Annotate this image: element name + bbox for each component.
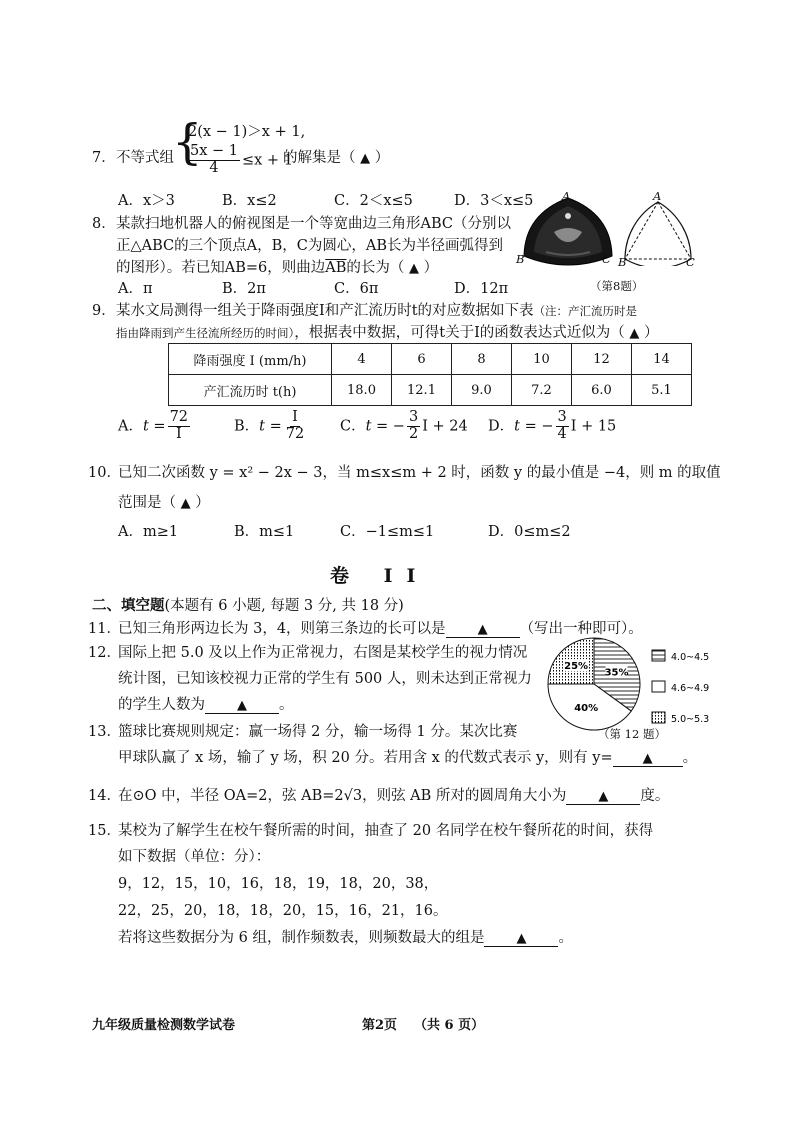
q8-number: 8． (92, 216, 116, 232)
table-cell: 6 (392, 344, 452, 375)
q7-option-b: B．x≤2 (222, 193, 277, 209)
q10-option-d: D．0≤m≤2 (488, 524, 571, 540)
q7-option-d: D．3＜x≤5 (454, 193, 534, 209)
q12-number: 12． (88, 645, 121, 661)
q9-line1: 某水文局测得一组关于降雨强度I和产汇流历时t的对应数据如下表（注：产汇流历时是 (116, 303, 638, 319)
q7-prefix: 不等式组 (116, 150, 174, 166)
q9-option-b: B．t = $\frac{I}{72}$ (234, 409, 305, 442)
q13-line1: 篮球比赛规则规定：赢一场得 2 分，输一场得 1 分。某次比赛 (118, 724, 518, 740)
q13-number: 13． (88, 724, 121, 740)
q8-caption: （第8题） (590, 279, 644, 293)
q7-option-a: A．x＞3 (118, 193, 175, 209)
q9-option-a: A．t = $\frac{72}{I}$ (118, 409, 189, 442)
q8-option-b: B．2π (222, 281, 266, 297)
q7-option-c: C．2＜x≤5 (334, 193, 413, 209)
vision-pie-chart (540, 634, 720, 734)
q9-option-c: C．t = − $\frac{3}{2}$ I + 24 (340, 409, 468, 442)
q10-option-b: B．m≤1 (234, 524, 295, 540)
q12-line3: 的学生人数为 ▲ 。 (118, 697, 294, 713)
table-cell: 5.1 (632, 375, 692, 406)
q15-line5: 若将这些数据分为 6 组，制作频数表，则频数最大的组是 ▲ 。 (118, 930, 573, 946)
q10-line2: 范围是（ ▲ ） (118, 495, 210, 511)
q13-line2: 甲球队赢了 x 场，输了 y 场，积 20 分。若用含 x 的代数式表示 y，则有 y= ▲ 。 (118, 750, 698, 766)
table-cell: 14 (632, 344, 692, 375)
table-cell: 4 (332, 344, 392, 375)
q8-line1: 某款扫地机器人的俯视图是一个等宽曲边三角形ABC（分别以 (116, 216, 511, 232)
footer-title: 九年级质量检测数学试卷 (92, 1018, 236, 1033)
q12-line2: 统计图，已知该校视力正常的学生有 500 人，则未达到正常视力 (118, 671, 532, 687)
table-cell: 7.2 (512, 375, 572, 406)
legend-label: 5.0~5.3 (671, 714, 710, 725)
q10-number: 10． (88, 465, 121, 481)
q8-photo-label-c: C (602, 252, 611, 266)
legend-swatch (652, 712, 665, 723)
q8-option-c: C．6π (334, 281, 379, 297)
legend-label: 4.0~4.5 (671, 652, 710, 663)
pie-slice-label: 35% (604, 667, 629, 679)
legend-label: 4.6~4.9 (671, 683, 710, 694)
q9-option-d: D．t = − $\frac{3}{4}$ I + 15 (488, 409, 617, 442)
footer-page: 第2页 (362, 1018, 398, 1033)
q8-photo-label-a: A (562, 189, 571, 203)
q10-line1: 已知二次函数 y = x² − 2x − 3，当 m≤x≤m + 2 时，函数 y 的最小值是 −4，则 m 的取值 (118, 465, 721, 481)
q15-line1: 某校为了解学生在校午餐所需的时间，抽查了 20 名同学在校午餐所花的时间，获得 (118, 823, 654, 839)
q15-line2: 如下数据（单位：分）： (118, 849, 271, 865)
q12-caption: （第 12 题） (598, 727, 666, 741)
q9-number: 9． (92, 303, 116, 319)
q8-option-d: D．12π (454, 281, 509, 297)
pie-slice-label: 25% (564, 661, 589, 673)
table-cell: 18.0 (332, 375, 392, 406)
q7-brace: { (172, 114, 203, 170)
q14-text: 在⊙O 中，半径 OA=2，弦 AB=2√3，则弦 AB 所对的圆周角大小为 ▲ 度。 (118, 788, 670, 804)
q12-line1: 国际上把 5.0 及以上作为正常视力，右图是某校学生的视力情况 (118, 645, 528, 661)
q8-line3: 的图形）。若已知AB=6，则曲边$\overline{AB}$的长为（ ▲ ） (116, 260, 439, 276)
q10-option-c: C．−1≤m≤1 (340, 524, 435, 540)
q7-number: 7． (92, 150, 116, 166)
table-cell: 12.1 (392, 375, 452, 406)
table-row (169, 375, 692, 406)
q7-suffix: 的解集是（ ▲ ） (283, 150, 390, 166)
table-cell: 6.0 (572, 375, 632, 406)
legend-swatch (652, 650, 665, 661)
q8-diagram-label-b: B (618, 255, 627, 269)
table-cell: 9.0 (452, 375, 512, 406)
q10-option-a: A．m≥1 (118, 524, 179, 540)
table-cell: 10 (512, 344, 572, 375)
q14-number: 14． (88, 788, 121, 804)
q9-line2: 指由降雨到产生径流所经历的时间），根据表中数据，可得t关于I的函数表达式近似为（ ▲ ） (116, 325, 659, 341)
q11-number: 11． (88, 621, 121, 637)
table-cell: 12 (572, 344, 632, 375)
table-header-cell: 产汇流历时 t(h) (169, 375, 332, 406)
q7-line2: $\frac{5x - 1}{4}$ ≤x + 1 (190, 143, 293, 176)
table-header-cell: 降雨强度 I (mm/h) (169, 344, 332, 375)
table-row (169, 344, 692, 375)
q11-text: 已知三角形两边长为 3，4，则第三条边的长可以是 ▲ （写出一种即可）。 (118, 621, 643, 637)
section-heading: 卷 II (330, 565, 430, 587)
q8-diagram-label-a: A (653, 189, 662, 203)
pie-slice-label: 40% (574, 703, 599, 715)
section-title: 二、填空题(本题有 6 小题, 每题 3 分, 共 18 分) (92, 597, 404, 614)
q15-line3: 9，12，15，10，16，18，19，18，20，38， (118, 876, 439, 892)
q7-line1: 2(x − 1)＞x + 1, (188, 124, 306, 140)
footer-total: （共 6 页） (414, 1018, 485, 1033)
q15-number: 15． (88, 823, 121, 839)
legend-swatch (652, 681, 665, 692)
rainfall-table (168, 343, 692, 406)
table-cell: 8 (452, 344, 512, 375)
q8-line2: 正△ABC的三个顶点A，B，C为圆心，AB长为半径画弧得到 (116, 238, 503, 254)
q8-option-a: A．π (118, 281, 153, 297)
q8-photo-label-b: B (516, 252, 525, 266)
q15-line4: 22，25，20，18，18，20，15，16，21，16。 (118, 903, 448, 919)
q8-diagram-label-c: C (686, 255, 695, 269)
